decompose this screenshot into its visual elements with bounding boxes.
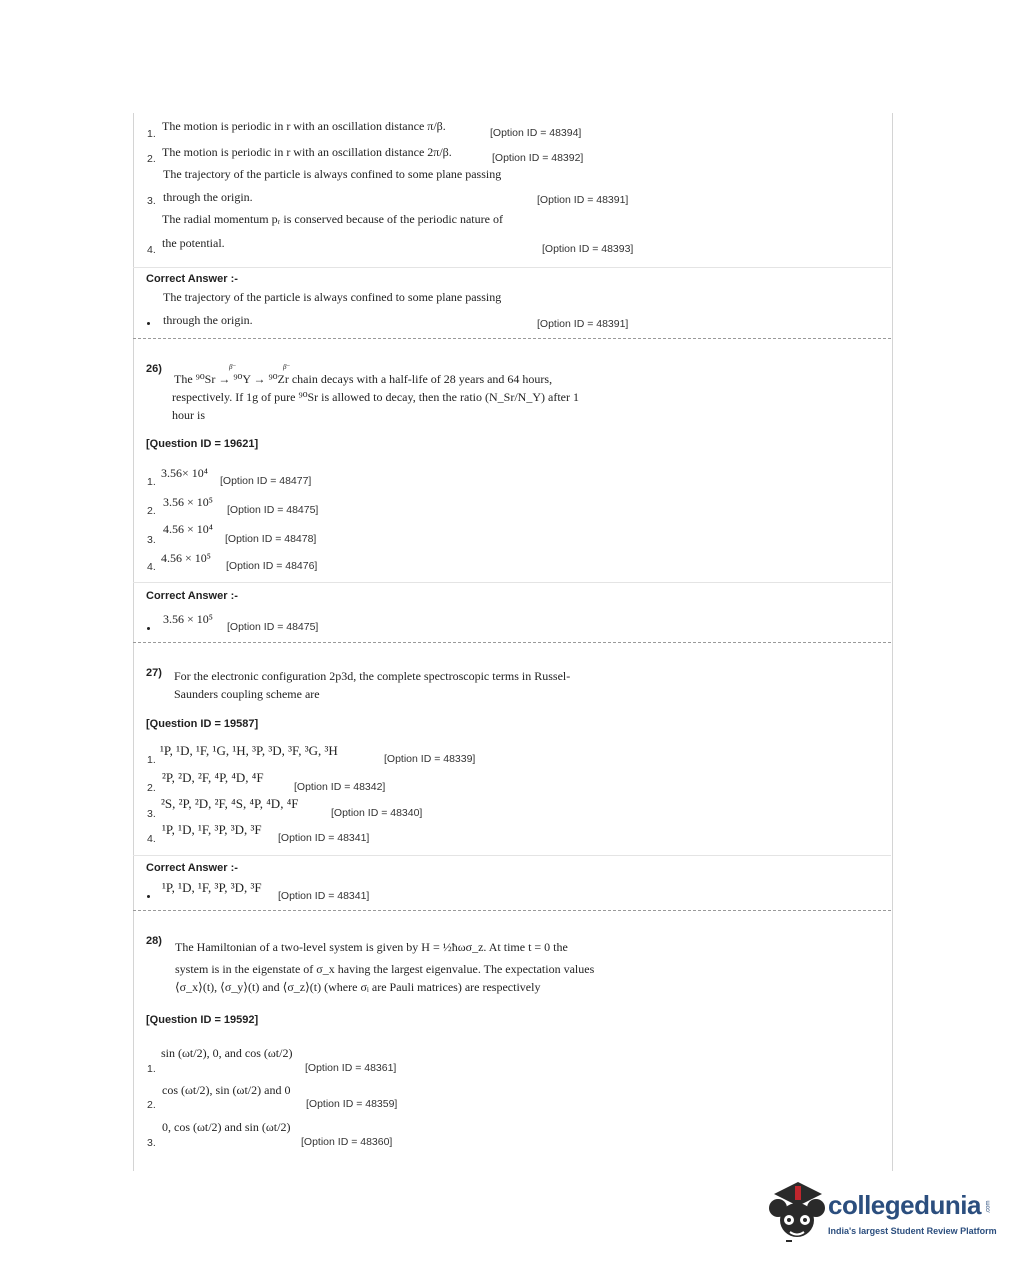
correct-answer-label: Correct Answer :- [146, 273, 238, 285]
option-text: 4.56 × 10⁴ [163, 522, 213, 536]
option-id: [Option ID = 48342] [294, 781, 386, 793]
option-text: ¹P, ¹D, ¹F, ³P, ³D, ³F [162, 822, 262, 837]
correct-answer-text: ¹P, ¹D, ¹F, ³P, ³D, ³F [162, 880, 262, 895]
bullet [147, 895, 150, 898]
option-text: sin (ωt/2), 0, and cos (ωt/2) [161, 1046, 293, 1060]
correct-answer-id: [Option ID = 48391] [537, 318, 629, 330]
option-text: 3.56× 10⁴ [161, 466, 208, 480]
question-separator [133, 642, 891, 643]
option-id: [Option ID = 48361] [305, 1062, 397, 1074]
option-id: [Option ID = 48478] [225, 533, 317, 545]
bullet [147, 627, 150, 630]
option-id: [Option ID = 48339] [384, 753, 476, 765]
option-number: 1. [147, 754, 156, 766]
option-text: ²P, ²D, ²F, ⁴P, ⁴D, ⁴F [162, 770, 264, 785]
correct-answer-text: The trajectory of the particle is always confined to some plane passing [163, 290, 502, 304]
option-number: 3. [147, 1137, 156, 1149]
option-number: 1. [147, 128, 156, 140]
question-text: ⟨σ_x⟩(t), ⟨σ_y⟩(t) and ⟨σ_z⟩(t) (where σᵢ are Pauli matrices) are respectively [175, 980, 541, 994]
correct-answer-id: [Option ID = 48341] [278, 890, 370, 902]
option-text: cos (ωt/2), sin (ωt/2) and 0 [162, 1083, 291, 1097]
option-text: 4.56 × 10⁵ [161, 551, 211, 565]
question-separator [133, 910, 891, 911]
question-id: [Question ID = 19621] [146, 438, 259, 450]
option-number: 2. [147, 782, 156, 794]
question-number: 28) [146, 935, 162, 947]
option-number: 2. [147, 1099, 156, 1111]
question-text: hour is [172, 408, 205, 422]
option-id: [Option ID = 48392] [492, 152, 584, 164]
question-text: system is in the eigenstate of σ_x having the largest eigenvalue. The expectation values [175, 962, 595, 976]
option-number: 1. [147, 476, 156, 488]
brand-tagline: India's largest Student Review Platform [828, 1226, 997, 1236]
option-id: [Option ID = 48360] [301, 1136, 393, 1148]
question-number: 27) [146, 667, 162, 679]
option-id: [Option ID = 48391] [537, 194, 629, 206]
option-text: The motion is periodic in r with an oscillation distance 2π/β. [162, 145, 452, 159]
option-id: [Option ID = 48394] [490, 127, 582, 139]
option-number: 2. [147, 153, 156, 165]
mascot-logo-icon [768, 1180, 826, 1246]
option-text: ²S, ²P, ²D, ²F, ⁴S, ⁴P, ⁴D, ⁴F [161, 796, 299, 811]
correct-answer-label: Correct Answer :- [146, 862, 238, 874]
option-text: The radial momentum pᵣ is conserved because of the periodic nature of [162, 212, 503, 226]
option-id: [Option ID = 48475] [227, 504, 319, 516]
option-number: 2. [147, 505, 156, 517]
option-id: [Option ID = 48359] [306, 1098, 398, 1110]
question-separator [133, 338, 891, 339]
option-text: 0, cos (ωt/2) and sin (ωt/2) [162, 1120, 291, 1134]
question-id: [Question ID = 19592] [146, 1014, 259, 1026]
correct-answer-text-cont: through the origin. [163, 313, 253, 327]
question-id: [Question ID = 19587] [146, 718, 259, 730]
option-text-cont: the potential. [162, 236, 225, 250]
beta-label: β⁻ [283, 363, 291, 371]
question-text: The ⁹⁰Sr → ⁹⁰Y → ⁹⁰Zr chain decays with a half-life of 28 years and 64 hours, [174, 372, 553, 386]
option-number: 1. [147, 1063, 156, 1075]
brand-domain: .com [985, 1200, 992, 1214]
question-text: Saunders coupling scheme are [174, 687, 320, 701]
option-id: [Option ID = 48476] [226, 560, 318, 572]
option-id: [Option ID = 48341] [278, 832, 370, 844]
option-text: The trajectory of the particle is always confined to some plane passing [163, 167, 502, 181]
divider [133, 267, 891, 268]
question-text: For the electronic configuration 2p3d, the complete spectroscopic terms in Russel- [174, 669, 571, 683]
option-text: ¹P, ¹D, ¹F, ¹G, ¹H, ³P, ³D, ³F, ³G, ³H [160, 743, 338, 758]
option-text-cont: through the origin. [163, 190, 253, 204]
question-number: 26) [146, 363, 162, 375]
question-text: The Hamiltonian of a two-level system is given by H = ½ħωσ_z. At time t = 0 the [175, 940, 568, 954]
option-number: 4. [147, 244, 156, 256]
divider [133, 582, 891, 583]
question-text: respectively. If 1g of pure ⁹⁰Sr is allowed to decay, then the ratio (N_Sr/N_Y) after 1 [172, 390, 579, 404]
option-number: 3. [147, 808, 156, 820]
beta-label: β⁻ [229, 363, 237, 371]
option-text: 3.56 × 10⁵ [163, 495, 213, 509]
correct-answer-label: Correct Answer :- [146, 590, 238, 602]
option-id: [Option ID = 48393] [542, 243, 634, 255]
correct-answer-id: [Option ID = 48475] [227, 621, 319, 633]
correct-answer-text: 3.56 × 10⁵ [163, 612, 213, 626]
option-text: The motion is periodic in r with an oscillation distance π/β. [162, 119, 446, 133]
brand-name: collegedunia [828, 1190, 981, 1220]
option-id: [Option ID = 48477] [220, 475, 312, 487]
option-number: 3. [147, 534, 156, 546]
option-number: 4. [147, 833, 156, 845]
divider [133, 855, 891, 856]
option-number: 3. [147, 195, 156, 207]
option-id: [Option ID = 48340] [331, 807, 423, 819]
bullet [147, 322, 150, 325]
option-number: 4. [147, 561, 156, 573]
